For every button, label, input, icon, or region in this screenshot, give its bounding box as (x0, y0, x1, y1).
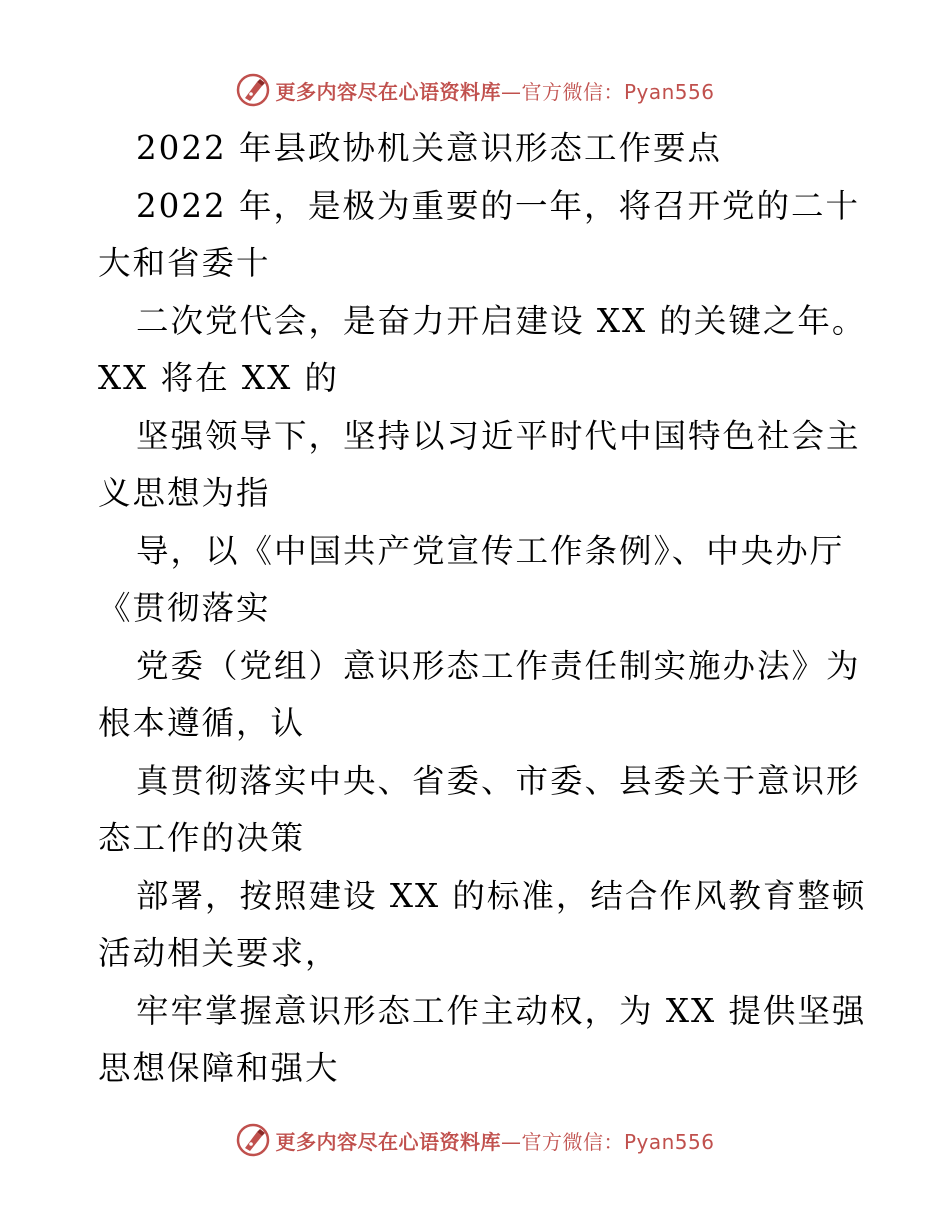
watermark-text: 更多内容尽在心语资料库—官方微信：Pyan556 (275, 79, 715, 104)
paragraph-line: 部署，按照建设 XX 的标准，结合作风教育整顿 (136, 876, 867, 915)
document-body (98, 120, 867, 1098)
paragraph-line: 活动相关要求， (98, 934, 340, 972)
pen-nib-logo-icon (235, 72, 271, 108)
document-title: 2022 年县政协机关意识形态工作要点 (136, 129, 723, 167)
paragraph-line: 《贯彻落实 (98, 589, 271, 627)
paragraph-line: 牢牢掌握意识形态工作主动权，为 XX 提供坚强 (136, 991, 867, 1030)
pen-nib-logo-icon (235, 1122, 271, 1158)
footer-watermark (0, 1118, 950, 1162)
paragraph-line: 导，以《中国共产党宣传工作条例》、中央办厅 (136, 531, 845, 570)
paragraph-line: XX 将在 XX 的 (98, 359, 340, 397)
paragraph-line: 2022 年，是极为重要的一年，将召开党的二十 (136, 186, 861, 225)
watermark-text: 更多内容尽在心语资料库—官方微信：Pyan556 (275, 1129, 715, 1154)
paragraph-line: 思想保障和强大 (98, 1049, 340, 1087)
paragraph-line: 真贯彻落实中央、省委、市委、县委关于意识形 (136, 761, 861, 800)
paragraph-line: 二次党代会，是奋力开启建设 XX 的关键之年。 (136, 301, 867, 340)
paragraph-line: 大和省委十 (98, 244, 271, 282)
paragraph-line: 态工作的决策 (98, 819, 306, 857)
paragraph-line: 党委（党组）意识形态工作责任制实施办法》为 (136, 646, 861, 685)
paragraph-line: 坚强领导下，坚持以习近平时代中国特色社会主 (136, 416, 861, 455)
paragraph-line: 根本遵循，认 (98, 704, 306, 742)
header-watermark (0, 68, 950, 112)
paragraph-line: 义思想为指 (98, 474, 271, 512)
